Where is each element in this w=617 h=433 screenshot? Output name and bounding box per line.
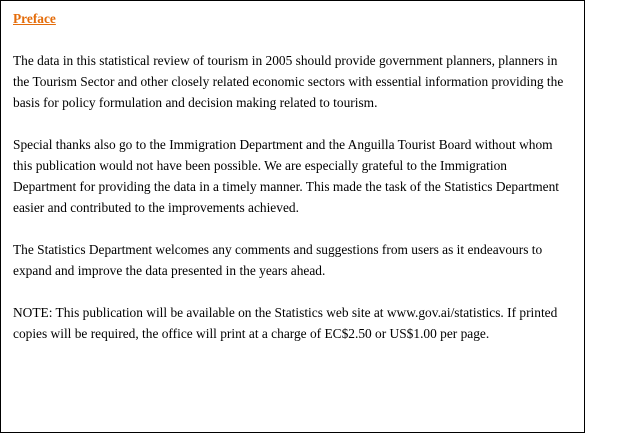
paragraph-spacer [13, 29, 572, 50]
paragraph-note: NOTE: This publication will be available on the Statistics web site at www.gov.ai/statistics. If printed copies will be required, the office will print at a charge of EC$2.50 or US$1.00 per page. [13, 305, 558, 341]
paragraph-purpose: The data in this statistical review of tourism in 2005 should provide government planners, planners in the Tourism Sector and other closely related economic sectors with essential information providing the basis for policy formulation and decision making related to tourism. [13, 53, 564, 110]
paragraph-spacer [13, 281, 572, 302]
preface-heading: Preface [13, 11, 56, 26]
paragraph-acknowledgements: Special thanks also go to the Immigration Department and the Anguilla Tourist Board without whom this publication would not have been possible. We are especially grateful to the Immigration Department for providing the data in a timely manner. This made the task of the Statistics Department easier and contributed to the improvements achieved. [13, 137, 560, 215]
paragraph-spacer [13, 218, 572, 239]
paragraph-feedback: The Statistics Department welcomes any comments and suggestions from users as it endeavours to expand and improve the data presented in the years ahead. [13, 242, 543, 278]
paragraph-spacer [13, 113, 572, 134]
